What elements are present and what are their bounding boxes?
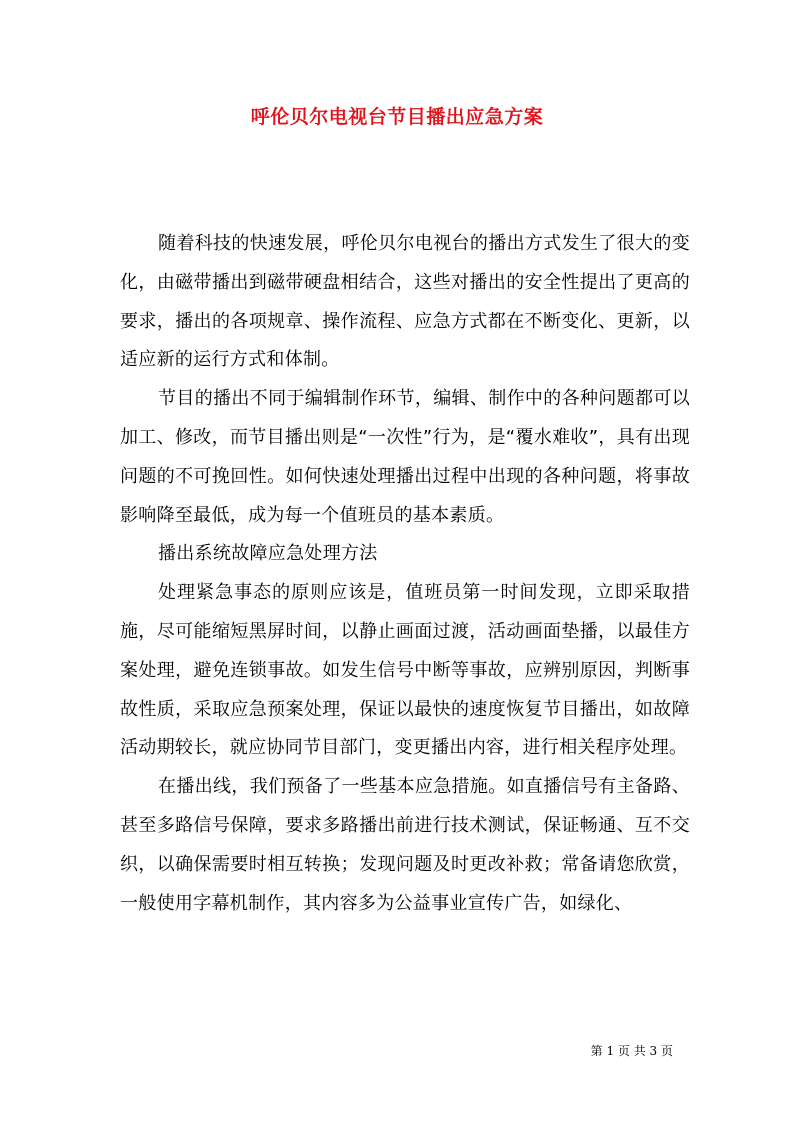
paragraph: 处理紧急事态的原则应该是，值班员第一时间发现，立即采取措施，尽可能缩短黑屏时间，以静止画面过渡，活动画面垫播，以最佳方案处理，避免连锁事故。如发生信号中断等事故，应辨别原因，判断事故性质，采取应急预案处理，保证以最快的速度恢复节目播出，如故障活动期较长，就应协同节目部门，变更播出内容，进行相关程序处理。 (120, 582, 690, 759)
section-heading: 播出系统故障应急处理方法 (158, 543, 378, 565)
page-number-footer: 第 1 页 共 3 页 (590, 1044, 673, 1058)
document-body (120, 225, 690, 923)
paragraph: 节目的播出不同于编辑制作环节，编辑、制作中的各种问题都可以加工、修改，而节目播出则是“一次性”行为，是“覆水难收”，具有出现问题的不可挽回性。如何快速处理播出过程中出现的各种问题，将事故影响降至最低，成为每一个值班员的基本素质。 (120, 388, 690, 526)
paragraph: 随着科技的快速发展，呼伦贝尔电视台的播出方式发生了很大的变化，由磁带播出到磁带硬盘相结合，这些对播出的安全性提出了更高的要求，播出的各项规章、操作流程、应急方式都在不断变化、更新，以适应新的运行方式和体制。 (120, 233, 690, 371)
document-title: 呼伦贝尔电视台节目播出应急方案 (250, 106, 544, 128)
paragraph: 在播出线，我们预备了一些基本应急措施。如直播信号有主备路、甚至多路信号保障，要求多路播出前进行技术测试，保证畅通、互不交织，以确保需要时相互转换；发现问题及时更改补救；常备请您欣赏，一般使用字幕机制作，其内容多为公益事业宣传广告，如绿化、 (120, 776, 690, 914)
